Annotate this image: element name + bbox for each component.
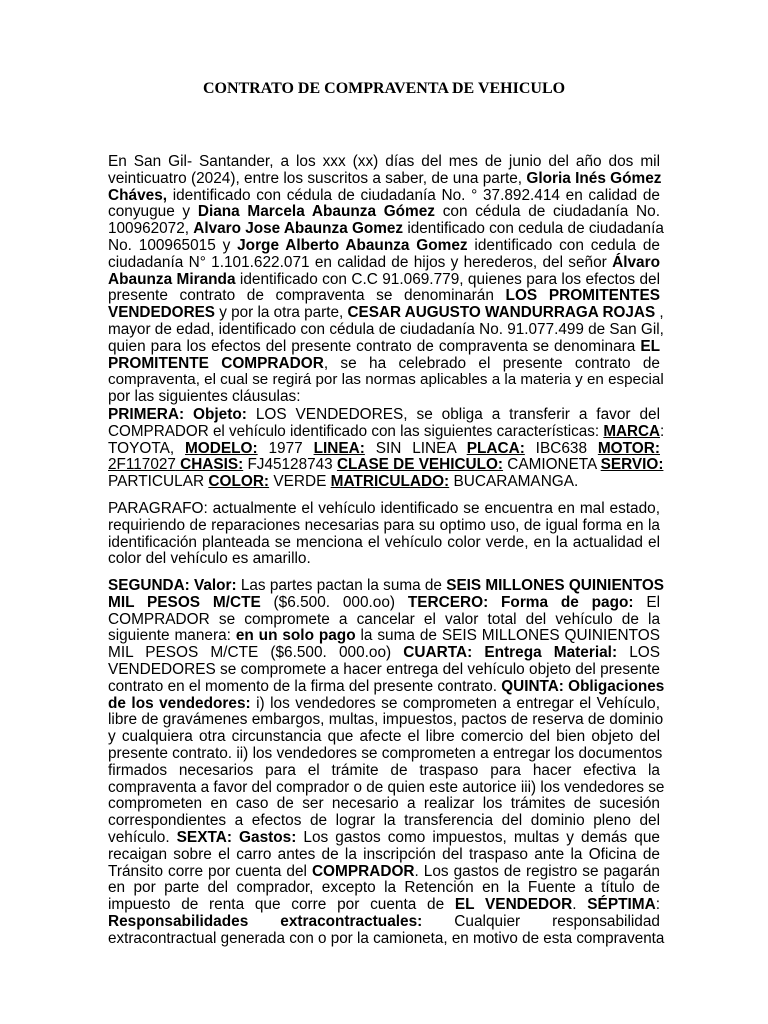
paragraph-2-line-3 [108,441,660,458]
text-run: MARCA [603,422,661,440]
text-run: IBC638 [524,439,598,457]
paragraph-1-line-9 [108,288,660,305]
paragraph-1-line-3 [108,188,660,205]
text-run: veinticuatro (2024), entre los suscritos a saber, de una parte, [108,169,527,187]
paragraph-4-line-4 [108,628,660,645]
text-run: Abaunza Miranda [108,270,236,288]
text-run: CLASE DE VEHICULO: [336,456,504,474]
paragraph-4-line-18 [108,864,660,881]
text-run: de los vendedores: [108,694,251,712]
text-run: VENDEDORES [108,304,215,322]
text-run: y cualquiera otra circunstancia que afecte el libre comercio del bien objeto del [108,728,660,746]
paragraph-4-line-16 [108,830,660,847]
paragraph-4-line-22 [108,929,665,948]
paragraph-4-line-11 [108,745,663,763]
paragraph-1-line-12 [108,339,660,356]
text-run: recaigan sobre el carro antes de la inscripción del traspaso ante la Oficina de [108,845,660,863]
text-run: COMPRADOR el vehículo identificado con las siguientes características: [108,422,604,440]
text-run: SEGUNDA: Valor: [108,577,237,594]
text-run: MATRICULADO: [330,473,450,491]
text-run: firmados necesarios para el trámite de traspaso para hacer efectiva la [108,761,660,779]
paragraph-4-line-21 [108,914,660,931]
paragraph-1-line-2 [108,171,660,188]
text-run: color del vehículo es amarillo. [108,550,311,568]
text-run: Alvaro Jose Abaunza Gomez [193,220,404,238]
text-run: presente contrato. ii) los vendedores se comprometen a entregar los documentos [108,745,663,762]
text-run: BUCARAMANGA. [449,473,579,491]
text-run: MOTOR: [597,439,660,457]
text-run: comprometen en caso de ser necesario a realizar los trámites de sucesión [108,795,660,813]
text-run: Diana Marcela Abaunza Gómez [197,203,436,221]
paragraph-4-line-9 [108,711,664,729]
paragraph-1-line-5 [108,220,664,238]
text-run: requiriendo de reparaciones necesarias para su optimo uso, de igual forma en la [108,516,660,534]
paragraph-4-line-13 [108,778,665,797]
text-run: LOS VENDEDORES, se obliga a transferir a favor del [246,406,660,423]
text-run: COLOR: [208,473,270,491]
paragraph-4-line-20 [108,897,660,914]
paragraph-3-line-3 [108,535,660,552]
paragraph-1-line-4 [108,204,660,221]
text-run: en un solo pago [235,627,356,645]
paragraph-4-line-5 [108,645,660,662]
paragraph-4-line-1 [108,577,664,595]
text-run: : [655,896,660,914]
text-run: TERCERO: Forma de pago: [407,593,634,611]
text-run: Tránsito corre por cuenta del [108,862,312,880]
text-run: identificado con cedula de [467,237,660,254]
paragraph-1-line-13 [108,356,660,373]
paragraph-4-line-8 [108,696,660,713]
text-run: MODELO: [184,439,258,457]
paragraph-4-line-6 [108,662,660,679]
paragraph-4-line-7 [108,677,665,696]
text-run: PARTICULAR [108,473,209,491]
text-run: Responsabilidades extracontractuales: [108,913,423,930]
text-run: correspondientes a efectos de lograr la transferencia del dominio pleno del [108,812,660,830]
paragraph-3-line-1 [108,501,660,518]
paragraph-4-line-15 [108,813,660,830]
text-run: i) los vendedores se comprometen a entregar el Vehículo, [250,694,660,712]
paragraph-4-line-14 [108,796,660,813]
text-run: identificado con cedula de ciudadanía [403,220,664,238]
text-run: MIL PESOS M/CTE ($6.500. 000.oo) [108,644,404,662]
text-run: , [655,304,664,322]
text-run: CESAR AUGUSTO WANDURRAGA ROJAS [347,304,656,322]
paragraph-2-line-4 [108,456,664,474]
text-run: Cualquier responsabilidad [422,913,660,930]
text-run: mayor de edad, identificado con cédula de ciudadanía No. 91.077.499 de San Gil, [108,321,664,338]
text-run: No. 100965015 y [108,237,238,254]
text-run: y por la otra parte, [215,304,348,322]
text-run: con cédula de ciudadanía No. [435,203,661,221]
paragraph-4-line-2 [108,595,660,612]
text-run: 1977 [257,439,314,457]
text-run: conyugue y [108,203,198,221]
text-run: LINEA: [313,439,365,457]
text-run: CUARTA: Entrega Material: [403,644,618,662]
text-run: Cháves, [108,186,168,204]
text-run: CAMIONETA [503,456,601,474]
text-run: presente contrato de compraventa se denominarán [108,287,506,305]
paragraph-4-line-10 [108,729,660,746]
text-run: . Los gastos de registro se pagarán [414,862,660,880]
text-run: . [572,896,588,914]
text-run: ($6.500. 000.oo) [260,593,408,611]
paragraph-1-line-7 [108,255,660,272]
paragraph-4-line-19 [108,880,660,897]
text-run: impuesto de renta que corre por cuenta de [108,896,455,914]
text-run: Las partes pactan la suma de [236,577,447,594]
paragraph-1-line-1 [108,154,660,171]
text-run: contrato en el momento de la firma del presente contrato. [108,677,502,695]
text-run: En San Gil- Santander, a los xxx (xx) días del mes de junio del año dos mil [108,153,660,170]
text-run: compraventa, el cual se regirá por las normas aplicables a la materia y en especial [108,371,664,389]
text-run: Jorge Alberto Abaunza Gomez [237,237,468,254]
paragraph-3-line-2 [108,518,660,535]
paragraph-3-line-4 [108,551,660,568]
text-run: la suma de SEIS MILLONES QUINIENTOS [355,627,660,645]
text-run: Los gastos como impuestos, multas y demás que [296,829,660,846]
text-run: siguiente manera: [108,627,236,645]
paragraph-2-line-5 [108,474,660,491]
text-run: COMPRADOR se compromete a cancelar el valor total del vehículo de la [108,610,660,628]
text-run: SEIS MILLONES QUINIENTOS [446,577,664,594]
text-run: QUINTA: Obligaciones [501,677,665,695]
text-run: SEXTA: Gastos: [176,829,297,846]
text-run: por las siguientes cláusulas: [108,388,301,406]
paragraph-2-line-1 [108,407,660,424]
text-run: identificado con cédula de ciudadanía No. ° 37.892.414 en calidad de [167,186,660,204]
text-run: identificación planteada se menciona el vehículo color verde, en la actualidad el [108,533,660,551]
text-run: COMPRADOR [311,862,415,880]
text-run: en por parte del comprador, excepto la Retención en la Fuente a título de [108,879,660,897]
text-run: PLACA: [466,439,525,457]
paragraph-1-line-14 [108,371,664,389]
document-title: CONTRATO DE COMPRAVENTA DE VEHICULO [202,80,566,97]
text-run: EL VENDEDOR [454,896,573,914]
text-run: ciudadanía N° 1.101.622.071 en calidad de hijos y herederos, del señor [108,253,613,271]
paragraph-2-line-2 [108,422,665,441]
text-run: , se ha celebrado el presente contrato de [323,354,660,372]
paragraph-1-line-15 [108,389,660,406]
text-run: compraventa a favor del comprador o de quien este autorice iii) los vendedores se [108,778,665,796]
text-run: LOS PROMITENTES [505,287,660,305]
text-run: PRIMERA: Objeto: [108,406,247,423]
paragraph-1-line-6 [108,238,660,255]
text-run: TOYOTA, [108,439,185,457]
text-run: MIL PESOS M/CTE [108,593,261,611]
text-run: FJ45128743 [243,456,337,474]
text-run: VERDE [269,473,331,491]
text-run: Gloria Inés Gómez [526,169,662,187]
text-run: SIN LINEA [364,439,467,457]
text-run: quien para los efectos del presente contrato de compraventa se denominara [108,337,641,355]
text-run: VENDEDORES se compromete a hacer entrega del vehículo objeto del presente [108,661,660,678]
text-run: LOS [617,644,660,662]
text-run: 100962072, [108,220,194,238]
paragraph-1-line-10 [108,304,664,322]
text-run: extracontractual generada con o por la camioneta, en motivo de esta compraventa [108,929,665,947]
text-run: EL [640,337,660,355]
text-run: Álvaro [612,253,660,271]
text-run: CHASIS: [175,456,244,474]
text-run: SERVIO: [600,456,664,474]
paragraph-4-line-3 [108,612,660,629]
text-run: 2F117027 [108,456,176,474]
text-run: : [660,422,665,440]
text-run: PARAGRAFO: actualmente el vehículo identificado se encuentra en mal estado, [108,500,660,517]
text-run: libre de gravámenes embargos, multas, impuestos, pactos de reserva de dominio [108,711,664,729]
paragraph-1-line-11 [108,321,664,339]
text-run: identificado con C.C 91.069.779, quienes para los efectos del [235,270,660,288]
paragraph-4-line-12 [108,763,660,780]
text-run: vehículo. [108,829,177,846]
text-run: El [633,593,661,611]
paragraph-1-line-8 [108,272,660,289]
text-run: PROMITENTE COMPRADOR [108,354,324,372]
paragraph-4-line-17 [108,847,660,864]
text-run: SÉPTIMA [587,896,656,914]
